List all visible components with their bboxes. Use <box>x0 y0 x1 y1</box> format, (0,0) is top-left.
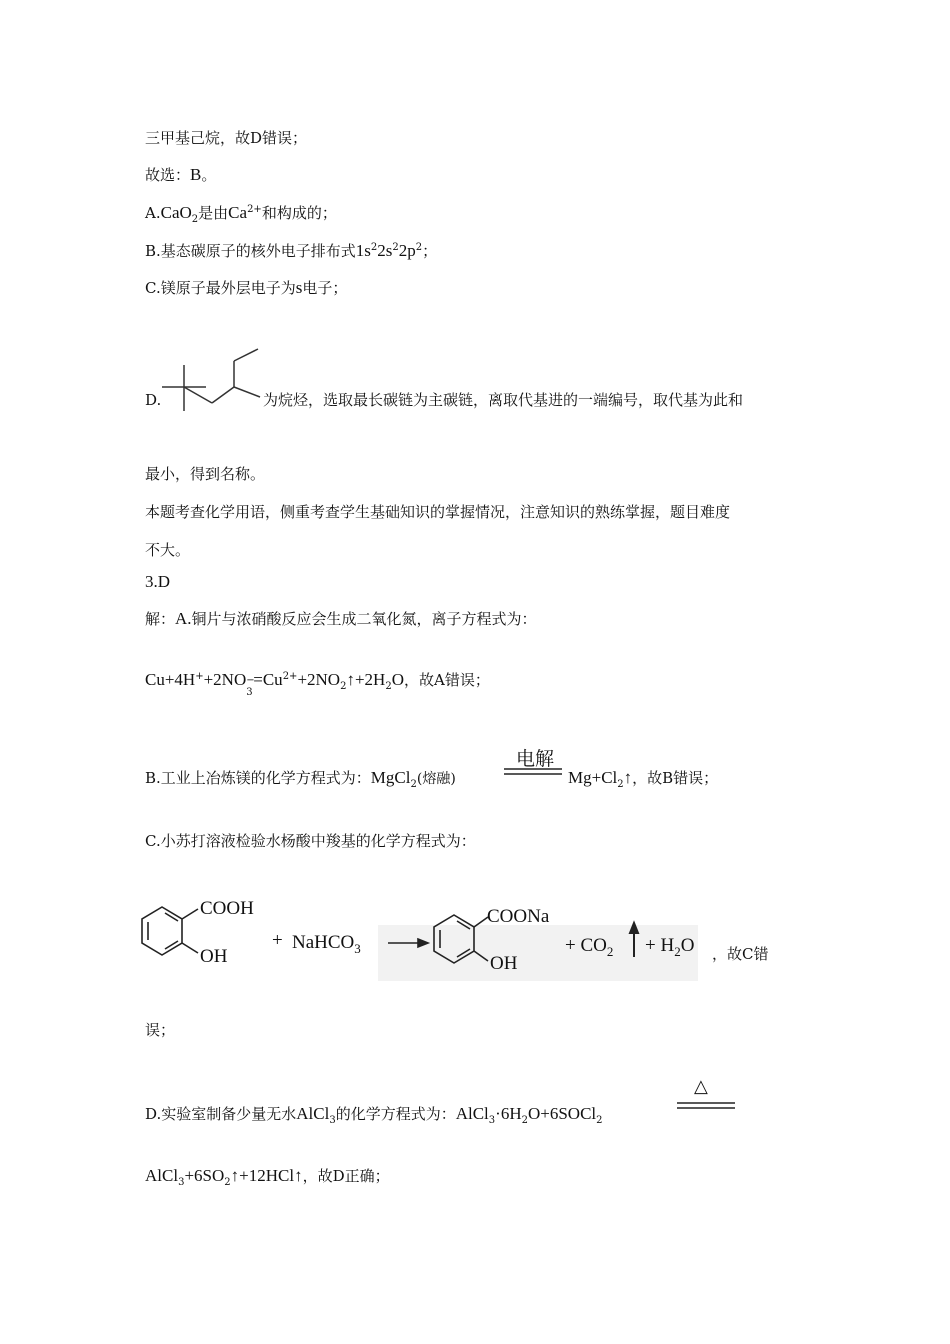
subscript: 2 <box>191 214 199 225</box>
text-span: ，故A错误； <box>404 671 490 689</box>
oh-label-2: OH <box>490 953 518 974</box>
text-line: 误； <box>145 1021 176 1039</box>
answer-punct: 。 <box>201 166 217 184</box>
superscript: + <box>195 671 204 682</box>
coona-label: COONa <box>487 906 550 927</box>
formula-span: Cu+4H <box>145 670 196 689</box>
product-line <box>145 1166 390 1186</box>
electrolysis-condition: 电解 <box>516 748 555 770</box>
text-span: D.实验室制备少量无水 <box>145 1105 297 1123</box>
text-span: 解： <box>145 610 176 628</box>
formula-span: + CO <box>565 935 607 956</box>
subscript: 2 <box>617 779 624 790</box>
formula-span: AlCl <box>296 1104 330 1123</box>
nahco3-label <box>292 932 361 954</box>
formula-span: ↑ <box>623 768 633 787</box>
formula-span: NaHCO <box>292 932 355 953</box>
formula-span: +2NO <box>203 670 247 689</box>
formula-span: AlCl <box>455 1104 489 1123</box>
condition-text: (熔融) <box>416 771 456 787</box>
formula-span: ↑+2H <box>346 670 386 689</box>
text-span: B.基态碳原子的核外电子排布式 <box>145 242 356 260</box>
plus-sign: + <box>272 930 283 951</box>
text-line <box>145 609 537 629</box>
formula-span: O <box>391 670 404 689</box>
superscript: 2 <box>370 242 378 253</box>
formula-span: MgCl <box>370 768 411 787</box>
formula-span: +6SO <box>184 1166 225 1185</box>
text-line: 三甲基己烷，故D错误； <box>145 129 308 147</box>
text-span: ，故B错误； <box>632 769 719 787</box>
formula-span: ↑+12HCl↑ <box>230 1166 303 1185</box>
co2-label <box>565 935 613 957</box>
cooh-label: COOH <box>200 898 254 919</box>
answer-value: B <box>190 165 202 184</box>
formula-2s: 2s <box>377 241 393 260</box>
text-span: A. <box>175 609 192 628</box>
text-line: 本题考查化学用语，侧重考查学生基础知识的掌握情况，注意知识的熟练掌握，题目难度 <box>145 503 731 521</box>
text-span: 的化学方程式为： <box>335 1105 456 1123</box>
formula-1s: 1s <box>355 241 371 260</box>
subscript: 3 <box>488 1115 496 1126</box>
superscript: 2+ <box>247 204 262 215</box>
formula-span: O <box>680 935 695 956</box>
h2o-label <box>645 935 694 957</box>
question-number: 3.D <box>145 572 171 591</box>
benzene-ring-1 <box>142 907 198 955</box>
text-line: C.小苏打溶液检验水杨酸中羧基的化学方程式为： <box>145 832 476 850</box>
text-line: ，故C错 <box>712 945 769 963</box>
formula-span: +2NO <box>297 670 341 689</box>
formula-span: O+6SOCl <box>527 1104 597 1123</box>
electrolysis-product <box>568 768 718 788</box>
ionic-equation-line: Cu+4H++2NO − 3 $=Cu^{2+}+2NO_2↑+2H_2O$，故A错误； <box>145 670 490 698</box>
option-d-equation-line <box>145 1104 603 1124</box>
superscript: 2+ <box>282 671 298 682</box>
subscript: 2 <box>224 1177 231 1188</box>
text-span: s <box>295 278 303 297</box>
answer-label: 故选： <box>145 166 191 184</box>
subscript: 2 <box>606 943 614 959</box>
text-span: 是由 <box>198 204 229 222</box>
option-label: A. <box>145 204 161 222</box>
formula-2p: 2p <box>398 241 416 260</box>
subscript: 2 <box>521 1115 528 1126</box>
subscript: 2 <box>410 779 417 790</box>
heat-condition: △ <box>694 1076 708 1097</box>
option-c-line <box>145 278 347 298</box>
text-span: ； <box>422 242 438 260</box>
text-span: ，故D正确； <box>302 1167 390 1185</box>
skeletal-structure-diagram <box>160 345 264 417</box>
electrolysis-equation-line <box>145 768 456 789</box>
subscript: 3 <box>354 940 361 956</box>
text-span: 电子； <box>302 279 348 297</box>
text-line: 最小，得到名称。 <box>145 465 266 483</box>
equals-arrow <box>504 767 562 777</box>
text-span: B.工业上冶炼镁的化学方程式为： <box>145 769 371 787</box>
text-span: 铜片与浓硝酸反应会生成二氧化氮，离子方程式为： <box>191 610 537 628</box>
oh-label: OH <box>200 946 228 967</box>
option-d-label: D. <box>145 391 162 409</box>
formula-span: Mg+Cl <box>568 768 618 787</box>
formula-cao2: CaO <box>160 203 192 222</box>
text-line: 不大。 <box>145 541 191 559</box>
formula-span: + H <box>645 935 675 956</box>
option-a-line <box>145 203 337 223</box>
formula-span: =Cu <box>253 670 283 689</box>
formula-span: ·6H <box>495 1104 522 1123</box>
subscript: 2 <box>385 681 392 692</box>
subscript: 2 <box>596 1115 603 1126</box>
text-span: 和构成的； <box>261 204 337 222</box>
option-b-line <box>145 241 437 261</box>
subscript: 2 <box>340 681 347 692</box>
subscript: 2 <box>674 943 681 959</box>
superscript: 2 <box>415 242 423 253</box>
answer-line <box>145 165 216 185</box>
superscript: 2 <box>392 242 399 253</box>
subscript: 3 <box>329 1115 336 1126</box>
formula-span: AlCl <box>145 1166 179 1185</box>
text-line: 为烷烃，选取最长碳链为主碳链，离取代基进的一端编号，取代基为此和 <box>263 391 744 409</box>
subscript: 3 <box>178 1177 185 1188</box>
equals-arrow <box>677 1101 735 1111</box>
text-span: C.镁原子最外层电子为 <box>145 279 296 297</box>
formula-ca: Ca <box>228 203 248 222</box>
